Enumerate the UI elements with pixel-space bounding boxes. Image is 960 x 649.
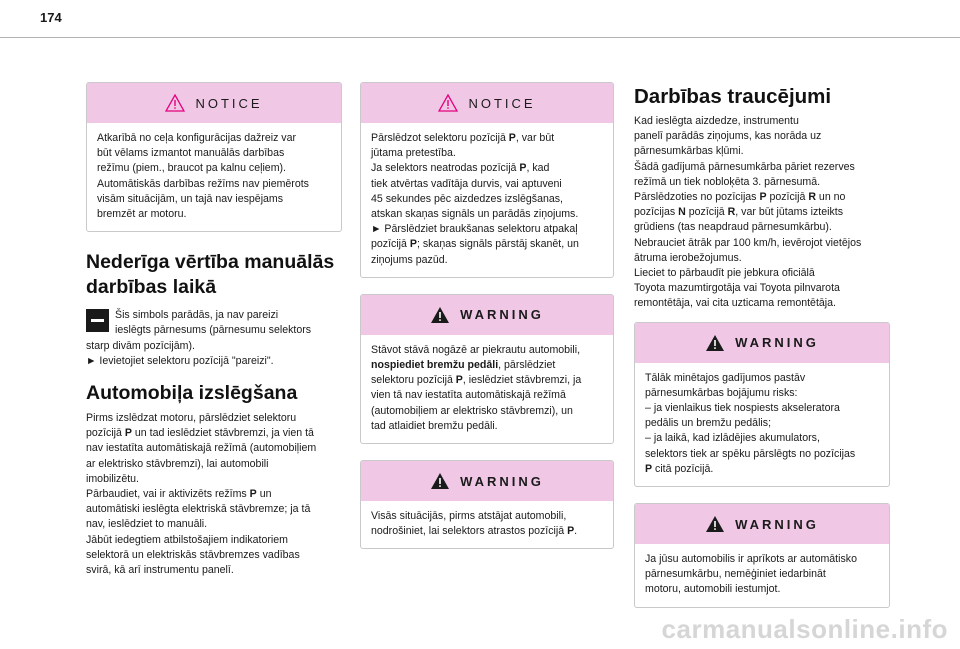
- notice-text: Pārslēdzot selektoru pozīcijā P, var būt jūtama pretestība. Ja selektors neatrodas pozīcijā P, kad tiek atvērtas vadītāja durvis, vai aptuveni 45 sekundes pēc aizdedzes izslēgšanas, atskan skaņas signāls un parādās ziņojums. ► Pārslēdziet braukšanas selektoru atpakaļ pozīcijā P; skaņas signāls pārstāj skanēt, un ziņojums pazūd.: [371, 132, 579, 266]
- notice-box-2: [360, 82, 614, 278]
- warning-text: Visās situācijās, pirms atstājat automobili, nodrošiniet, lai selektors atrastos pozīcijā P.: [371, 510, 578, 538]
- notice-box-1: [86, 82, 342, 232]
- warning-label: WARNING: [735, 335, 819, 351]
- notice-header: [361, 83, 613, 123]
- warning-header: [635, 323, 889, 363]
- invalid-value-symbol-icon: [86, 309, 109, 332]
- switch-off-text: Pirms izslēdzat motoru, pārslēdziet selektoru pozīcijā P un tad ieslēdziet stāvbremzi, ja vien tā nav iestatīta automātiskajā režīmā (automobiļiem ar elektrisko stāvbremzi), lai automobili imobilizētu. Pārbaudiet, vai ir aktivizēts režīms P un automātiski ieslēgta elektriskā stāvbremze; ja tā nav, ieslēdziet to manuāli. Jābūt iedegtiem atbilstošajiem indikatoriem selektorā un elektriskās stāvbremzes vadības svirā, kā arī instrumentu panelī.: [86, 412, 317, 577]
- warning-box-2: [360, 460, 614, 549]
- warning-text: Ja jūsu automobilis ir aprīkots ar automātisko pārnesumkārbu, nemēģiniet iedarbināt motoru, automobili iestumjot.: [645, 553, 857, 596]
- column-3: [634, 84, 890, 624]
- warning-box-4: [634, 503, 890, 608]
- watermark: carmanualsonline.info: [661, 614, 948, 644]
- warning-header: [635, 504, 889, 544]
- warning-triangle-icon: [705, 334, 725, 352]
- column-2: [360, 82, 614, 565]
- warning-label: WARNING: [460, 307, 544, 323]
- malfunctions-text: Kad ieslēgta aizdedze, instrumentu panelī parādās ziņojums, kas norāda uz pārnesumkārbas kļūmi. Šādā gadījumā pārnesumkārba pāriet rezerves režīmā un tiek nobloķēta 3. pārnesumā. Pārslēdzoties no pozīcijas P pozīcijā R un no pozīcijas N pozīcijā R, var būt jūtams izteikts grūdiens (tas neapdraud pārnesumkārbu). Nebrauciet ātrāk par 100 km/h, ievērojot vietējos ātruma ierobežojumus. Lieciet to pārbaudīt pie jebkura oficiālā Toyota mazumtirgotāja vai Toyota pilnvarota remontētāja, vai cita uzticama remontētāja.: [634, 115, 862, 310]
- warning-text: Tālāk minētajos gadījumos pastāv pārnesumkārbas bojājumu risks: – ja vienlaikus tiek nospiests akseleratora pedālis un bremžu pedālis; – ja laikā, kad izlādējies akumulators, selektors tiek ar spēku pārslēgts no pozīcijas P citā pozīcijā.: [645, 371, 856, 475]
- invalid-value-text: Šis simbols parādās, ja nav pareizi ieslēgts pārnesums (pārnesumu selektors starp divām pozīcijām). ► Ievietojiet selektoru pozīcijā "pareizi".: [86, 309, 312, 367]
- warning-triangle-icon: [430, 472, 450, 490]
- warning-text: Stāvot stāvā nogāzē ar piekrautu automobili, nospiediet bremžu pedāli, pārslēdziet selektoru pozīcijā P, ieslēdziet stāvbremzi, ja vien tā nav iestatīta automātiskajā režīmā (automobiļiem ar elektrisko stāvbremzi), un tad atlaidiet bremžu pedāli.: [371, 343, 582, 432]
- warning-header: [361, 295, 613, 335]
- column-1: [86, 82, 342, 578]
- warning-label: WARNING: [735, 516, 819, 532]
- notice-triangle-icon: [438, 94, 458, 112]
- notice-header: [87, 83, 341, 123]
- page-number: 174: [40, 10, 62, 25]
- section-title-switch-off: Automobiļa izslēgšana: [86, 382, 298, 405]
- warning-label: WARNING: [460, 473, 544, 489]
- notice-text: Atkarībā no ceļa konfigurācijas dažreiz var būt vēlams izmantot manuālās darbības režīmu (piem., braucot pa kalnu ceļiem). Automātiskās darbības režīms nav piemērots visām situācijām, un tajā nav iespējams bremzēt ar motoru.: [97, 132, 309, 221]
- notice-label: NOTICE: [468, 95, 536, 111]
- notice-triangle-icon: [165, 94, 185, 112]
- warning-box-3: [634, 322, 890, 487]
- warning-box-1: [360, 294, 614, 444]
- warning-triangle-icon: [430, 306, 450, 324]
- section-title-malfunctions: Darbības traucējumi: [634, 85, 832, 108]
- warning-header: [361, 461, 613, 501]
- warning-triangle-icon: [705, 515, 725, 533]
- header-rule: [0, 37, 960, 38]
- section-title-invalid-value: Nederīga vērtība manuālās darbības laikā: [86, 251, 335, 299]
- notice-label: NOTICE: [195, 95, 263, 111]
